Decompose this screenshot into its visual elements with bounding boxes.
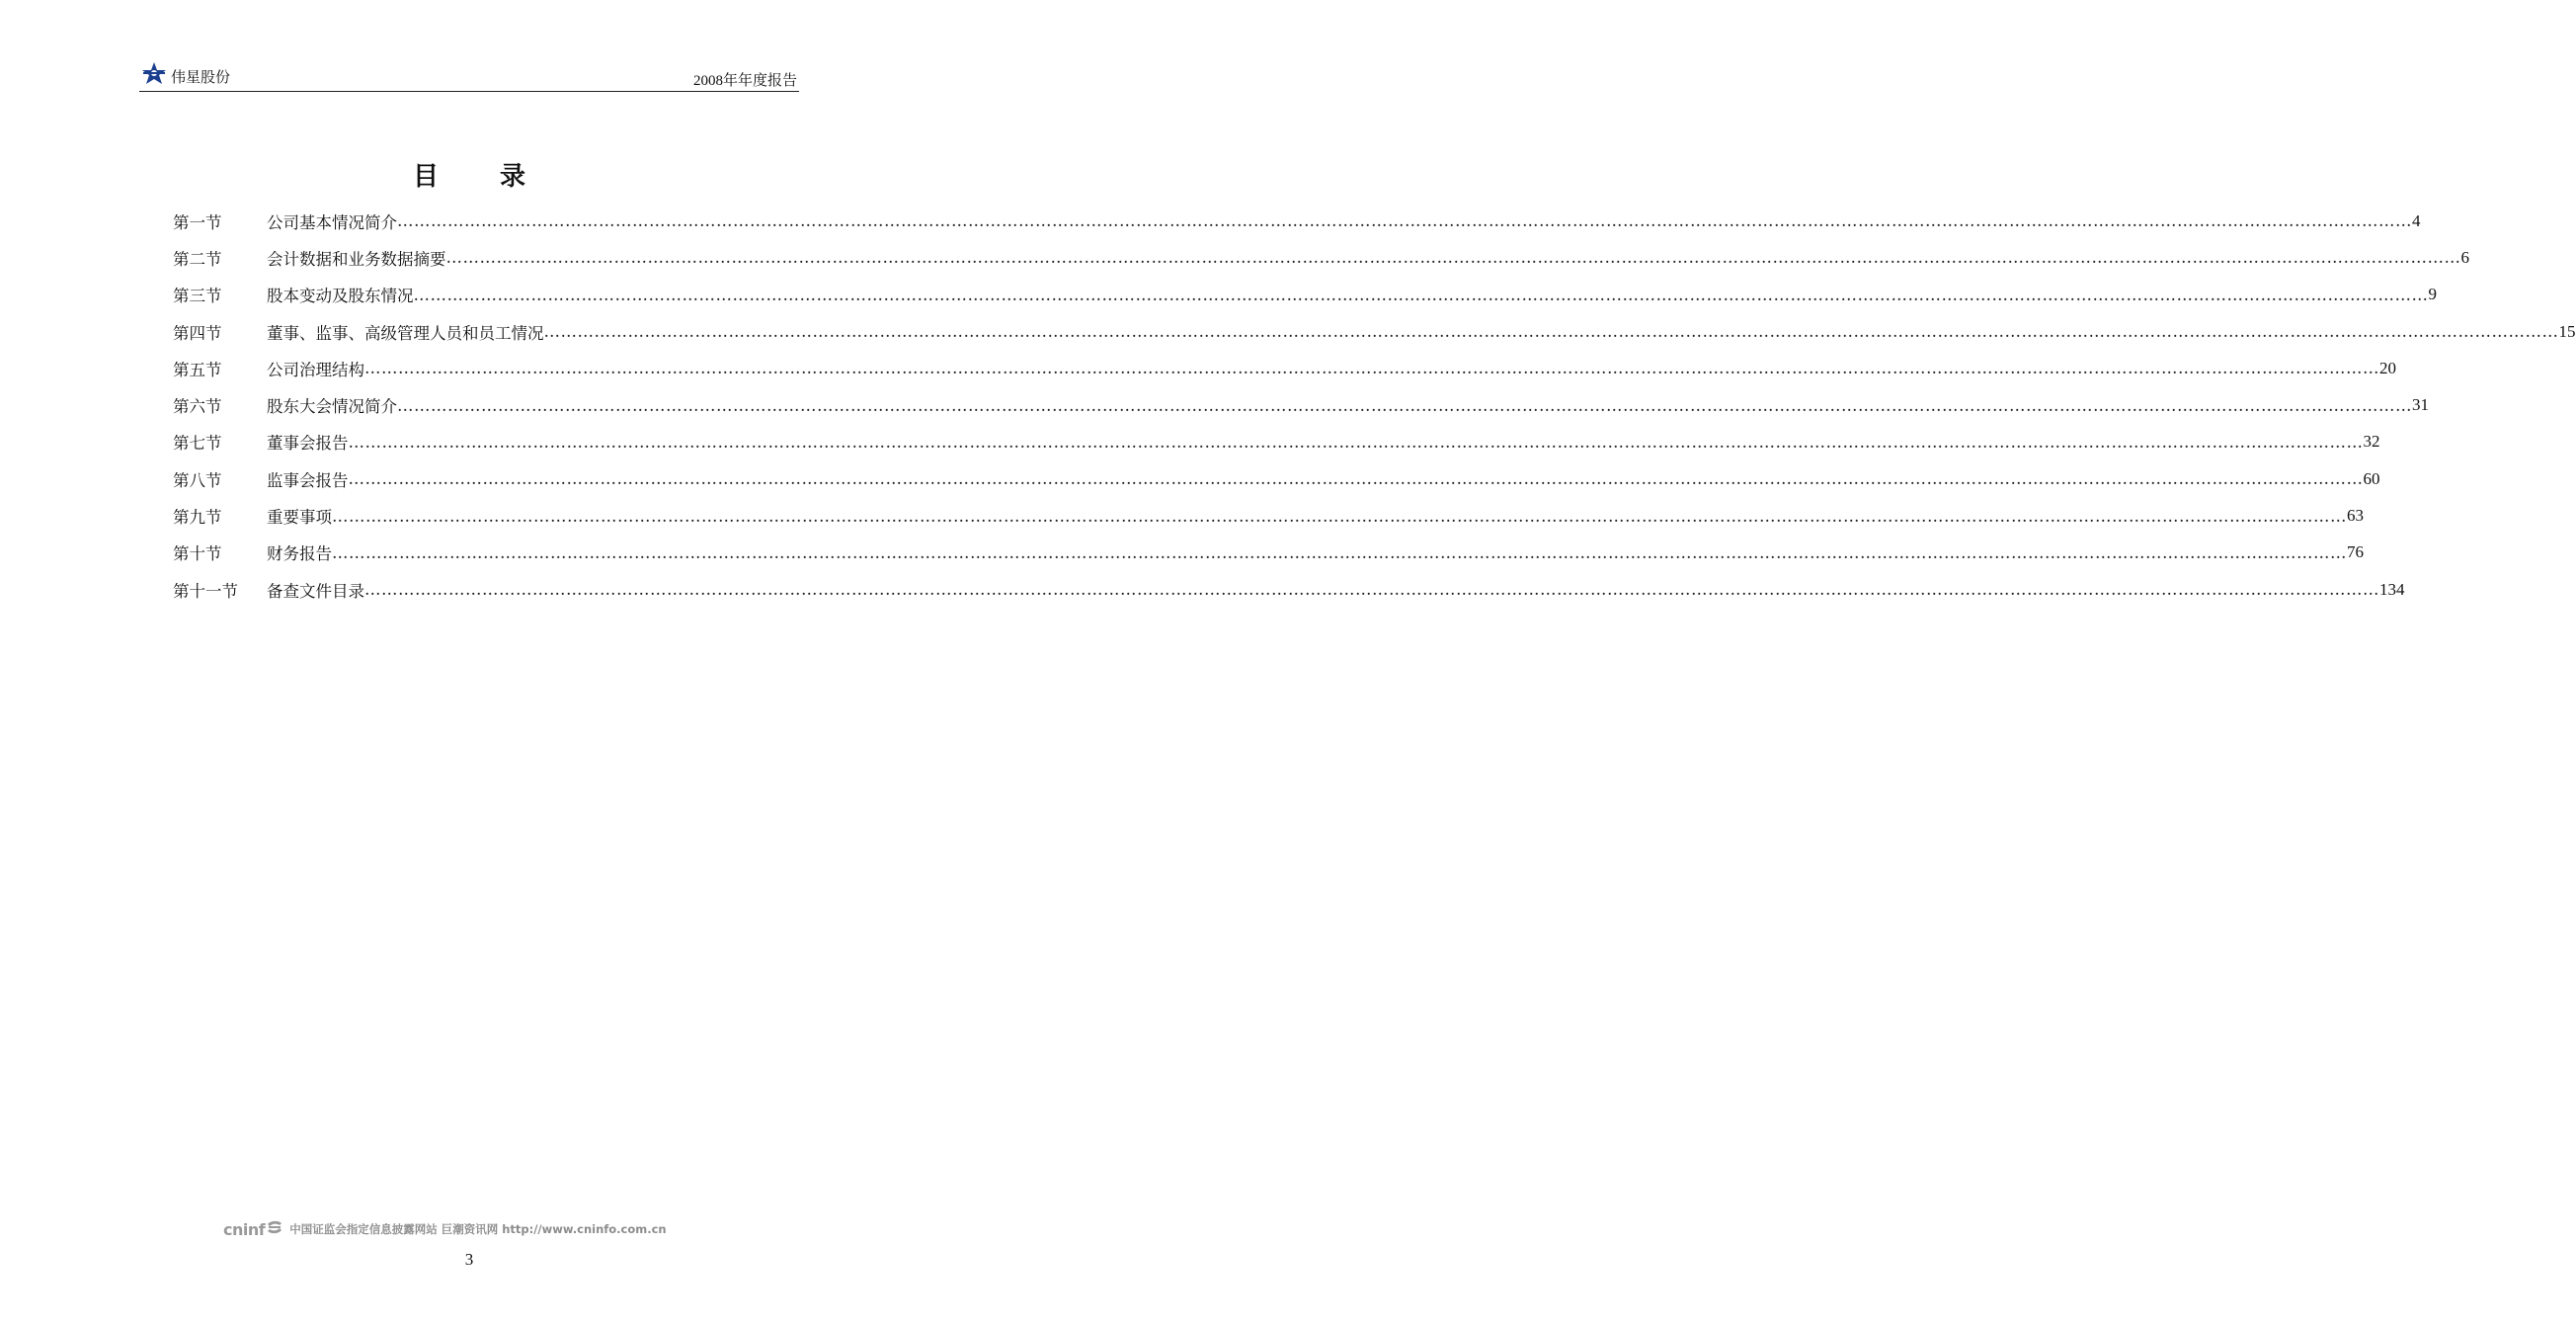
toc-section-label: 第十节	[173, 544, 222, 564]
toc-entry-title: 股东大会情况简介	[267, 397, 397, 417]
toc-section-label: 第七节	[173, 434, 222, 454]
toc-section-label: 第八节	[173, 470, 222, 490]
toc-entry-title: 监事会报告	[267, 470, 349, 490]
footer-watermark	[223, 1219, 667, 1239]
toc-entry[interactable]	[173, 535, 2364, 571]
toc-entry-title: 董事会报告	[267, 434, 349, 454]
cninfo-logo: cninf	[223, 1219, 266, 1239]
toc-leader-dots: ………………………………………………………………………………………………………………………………………………………………………………………………………………………………………………………………………………………………………………………………	[413, 285, 2429, 304]
toc-entry-line	[267, 320, 2576, 344]
toc-page-number: 76	[2347, 542, 2364, 562]
toc-section-label: 第五节	[173, 360, 222, 379]
company-logo	[139, 63, 230, 89]
toc-entry-line	[267, 578, 2405, 602]
toc-page-number: 15	[2558, 321, 2576, 341]
toc-entry-title: 董事、监事、高级管理人员和员工情况	[267, 323, 544, 343]
toc-entry[interactable]	[173, 239, 2469, 276]
toc-leader-dots: ………………………………………………………………………………………………………………………………………………………………………………………………………………………………………………………………………………………………………………………………	[543, 322, 2559, 342]
toc-page-number: 9	[2428, 285, 2437, 304]
toc-entry-line	[267, 283, 2437, 306]
toc-leader-dots: ………………………………………………………………………………………………………………………………………………………………………………………………………………………………………………………………………………………………………………………………	[445, 248, 2461, 268]
toc-leader-dots: ………………………………………………………………………………………………………………………………………………………………………………………………………………………………………………………………………………………………………………………………	[332, 506, 2347, 526]
toc-entry[interactable]	[173, 460, 2380, 497]
toc-entry[interactable]	[173, 497, 2364, 534]
company-name: 伟星股份	[171, 67, 231, 86]
toc-page-number: 32	[2363, 432, 2380, 452]
toc-leader-dots: ………………………………………………………………………………………………………………………………………………………………………………………………………………………………………………………………………………………………………………………………	[332, 542, 2347, 562]
toc-entry[interactable]	[173, 424, 2380, 460]
toc-entry-title: 备查文件目录	[267, 581, 364, 601]
toc-section-label: 第二节	[173, 249, 222, 269]
toc-entry-title: 公司基本情况简介	[267, 212, 397, 232]
toc-heading-char-1: 目	[412, 162, 439, 192]
toc-leader-dots: ………………………………………………………………………………………………………………………………………………………………………………………………………………………………………………………………………………………………………………………………	[364, 580, 2379, 600]
toc-entry-line	[267, 209, 2421, 233]
table-of-contents	[173, 203, 2576, 608]
toc-leader-dots: ………………………………………………………………………………………………………………………………………………………………………………………………………………………………………………………………………………………………………………………………	[348, 432, 2364, 452]
toc-leader-dots: ………………………………………………………………………………………………………………………………………………………………………………………………………………………………………………………………………………………………………………………………	[348, 469, 2364, 489]
toc-section-label: 第十一节	[173, 581, 238, 601]
toc-entry-line	[267, 467, 2380, 491]
toc-page-number: 6	[2460, 247, 2469, 267]
toc-page-number: 4	[2412, 210, 2421, 230]
toc-heading	[0, 156, 938, 193]
toc-section-label: 第三节	[173, 287, 222, 306]
report-title: 2008年年度报告	[692, 73, 797, 89]
toc-leader-dots: ………………………………………………………………………………………………………………………………………………………………………………………………………………………………………………………………………………………………………………………………	[364, 359, 2379, 378]
toc-entry-line	[267, 430, 2380, 454]
star-person-logo-icon	[139, 61, 169, 91]
toc-entry[interactable]	[173, 277, 2437, 313]
toc-page-number: 134	[2379, 579, 2405, 599]
toc-entry-title: 重要事项	[267, 508, 332, 528]
toc-entry[interactable]	[173, 313, 2576, 350]
page-number: 3	[464, 1250, 474, 1269]
toc-page-number: 60	[2363, 468, 2380, 488]
toc-page-number: 31	[2412, 395, 2429, 415]
toc-page-number: 20	[2379, 358, 2396, 377]
cninfo-swirl-icon	[266, 1219, 283, 1239]
toc-section-label: 第九节	[173, 508, 222, 528]
toc-entry[interactable]	[173, 386, 2429, 423]
toc-heading-char-2: 录	[500, 162, 526, 192]
toc-entry-line	[267, 504, 2364, 528]
toc-entry-line	[267, 246, 2469, 270]
toc-section-label: 第一节	[173, 212, 222, 232]
toc-entry-title: 公司治理结构	[267, 360, 364, 379]
toc-entry[interactable]	[173, 571, 2405, 608]
toc-entry-line	[267, 357, 2396, 380]
toc-leader-dots: ………………………………………………………………………………………………………………………………………………………………………………………………………………………………………………………………………………………………………………………………	[397, 395, 2412, 415]
page-header	[139, 61, 799, 92]
toc-entry-title: 会计数据和业务数据摘要	[267, 249, 446, 269]
toc-entry-title: 股本变动及股东情况	[267, 287, 414, 306]
toc-entry[interactable]	[173, 203, 2421, 239]
toc-leader-dots: ………………………………………………………………………………………………………………………………………………………………………………………………………………………………………………………………………………………………………………………………	[397, 211, 2412, 231]
toc-entry[interactable]	[173, 350, 2396, 386]
toc-entry-line	[267, 393, 2429, 417]
toc-page-number: 63	[2347, 506, 2364, 526]
toc-section-label: 第四节	[173, 323, 222, 343]
toc-entry-line	[267, 540, 2364, 564]
footer-text: 中国证监会指定信息披露网站 巨潮资讯网 http://www.cninfo.com.cn	[289, 1222, 667, 1236]
toc-entry-title: 财务报告	[267, 544, 332, 564]
toc-section-label: 第六节	[173, 397, 222, 417]
